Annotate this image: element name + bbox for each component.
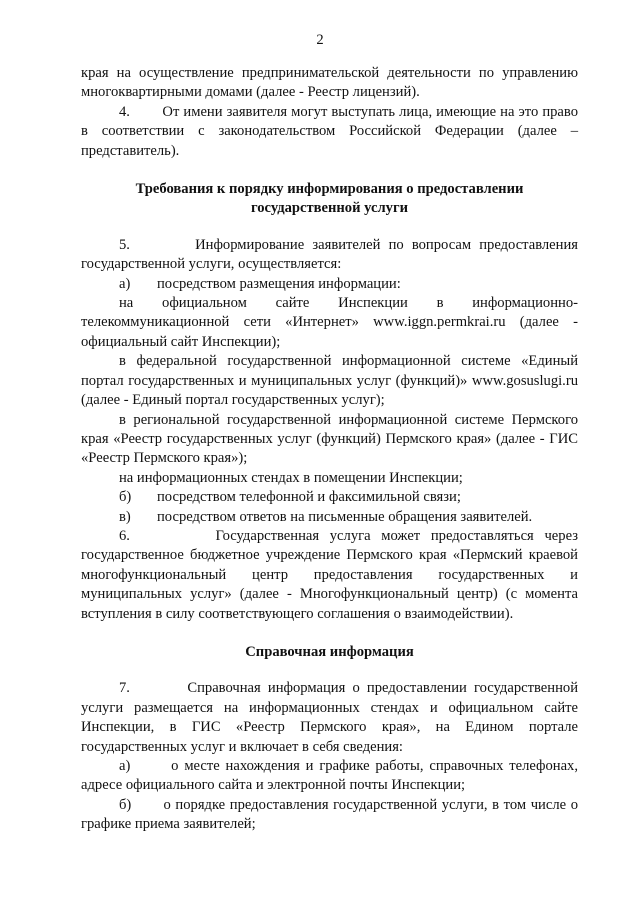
list-text: посредством размещения информации: — [157, 275, 401, 292]
paragraph-7b: б) о порядке предоставления государственной услуги, в том числе о графике приема заявителей; — [81, 796, 578, 833]
paragraph-7a: а) о месте нахождения и графике работы, справочных телефонах, адресе официального сайта и электронной почты Инспекции; — [81, 758, 578, 794]
list-text: посредством ответов на письменные обращения заявителей. — [157, 508, 533, 525]
section-heading-reference: Справочная информация — [245, 643, 414, 660]
document-body — [81, 64, 578, 835]
list-item-5a — [81, 275, 578, 294]
paragraph-7: 7. Справочная информация о предоставлении государственной услуги размещается на информационных стендах и официальном сайте Инспекции, в ГИС «Реестр Пермского края», на Едином портале государственных услуг и включает в себя сведения: — [81, 680, 578, 755]
paragraph-4: 4. От имени заявителя могут выступать лица, имеющие на это право в соответствии с законодательством Российской Федерации (далее – представитель). — [81, 103, 578, 159]
section-heading-informing: Требования к порядку информирования о предоставлении государственной услуги — [135, 181, 524, 217]
list-text: посредством телефонной и факсимильной связи; — [157, 489, 461, 506]
paragraph-6: 6. Государственная услуга может предоставляться через государственное бюджетное учреждение Пермского края «Пермский краевой многофункциональный центр предоставления государственных и муниципальных услуг» (далее - Многофункциональный центр) (с момента вступления в силу соответствующего соглашения о взаимодействии). — [81, 527, 578, 622]
paragraph-5a-official-site: на официальном сайте Инспекции в информационно-телекоммуникационной сети «Интернет» www.iggn.permkrai.ru (далее - официальный сайт Инспекции); — [81, 295, 578, 350]
list-marker: а) — [119, 275, 131, 292]
paragraph-continuation: края на осуществление предпринимательской деятельности по управлению многоквартирными домами (далее - Реестр лицензий). — [81, 65, 578, 101]
page-number: 2 — [316, 32, 324, 48]
list-item-5c — [81, 508, 578, 527]
paragraph-5a-federal-portal: в федеральной государственной информационной системе «Единый портал государственных и муниципальных услуг (функций)» www.gosuslugi.ru (далее - Единый портал государственных услуг); — [81, 353, 578, 409]
paragraph-5a-stands: на информационных стендах в помещении Инспекции; — [119, 469, 463, 486]
list-marker: б) — [119, 489, 132, 506]
paragraph-5: 5. Информирование заявителей по вопросам предоставления государственной услуги, осуществляется: — [81, 236, 578, 273]
paragraph-5a-regional-system: в региональной государственной информационной системе Пермского края «Реестр государственных услуг (функций) Пермского края» (далее - ГИС «Реестр Пермского края»); — [81, 411, 578, 467]
list-item-5b — [81, 488, 578, 507]
list-marker: в) — [119, 508, 131, 525]
